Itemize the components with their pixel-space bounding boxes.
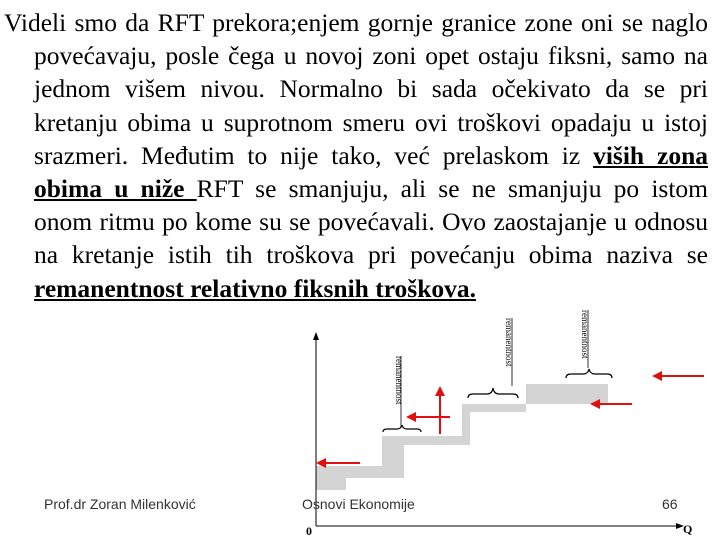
- cost-staircase: [316, 384, 608, 490]
- axis-origin-label: 0: [306, 524, 312, 538]
- text-intro: Videli smo da RFT prekora;enjem gornje granice zone oni se naglo povećavaju, posle čega u novoj zoni opet ostaju fiksni, samo na jednom višem nivou. Normalno bi sada očekivato da se pri kretanju obima u suprotnom smeru ovi troškovi opadaju u istoj srazmeri. Međutim to nije tako, već prelaskom iz: [4, 8, 708, 170]
- remanence-label-1: remanentnost: [394, 356, 404, 405]
- footer-page-number: 66: [662, 496, 678, 512]
- remanence-brace-3: [566, 369, 612, 378]
- body-paragraph: [4, 6, 708, 305]
- remanence-brace-1: [383, 425, 421, 432]
- arrow-left-4: [652, 371, 704, 381]
- body-text: [4, 6, 708, 305]
- footer-course: Osnovi Ekonomije: [302, 496, 415, 512]
- x-axis-label: Q: [683, 522, 693, 536]
- remanence-label-2: remanentnost: [504, 318, 514, 367]
- text-underlined-phrase: viših zona obima u niže: [34, 140, 709, 204]
- text-middle: RFT se smanjuju, ali se ne smanjuju po istom onom ritmu po kome su se povećavali. Ovo zaostajanje u odnosu na kretanje istih tih troškova pri povećanju obima naziva se: [34, 174, 709, 270]
- footer-author: Prof.dr Zoran Milenković: [44, 496, 196, 512]
- remanence-label-3: remanentnost: [580, 310, 590, 359]
- arrow-up: [435, 386, 445, 434]
- text-emphasis-term: remanentnost relativno fiksnih troškova.: [34, 273, 477, 303]
- y-axis-arrowhead: [313, 332, 319, 340]
- remanence-brace-2: [468, 388, 518, 398]
- arrow-left-2: [406, 412, 450, 422]
